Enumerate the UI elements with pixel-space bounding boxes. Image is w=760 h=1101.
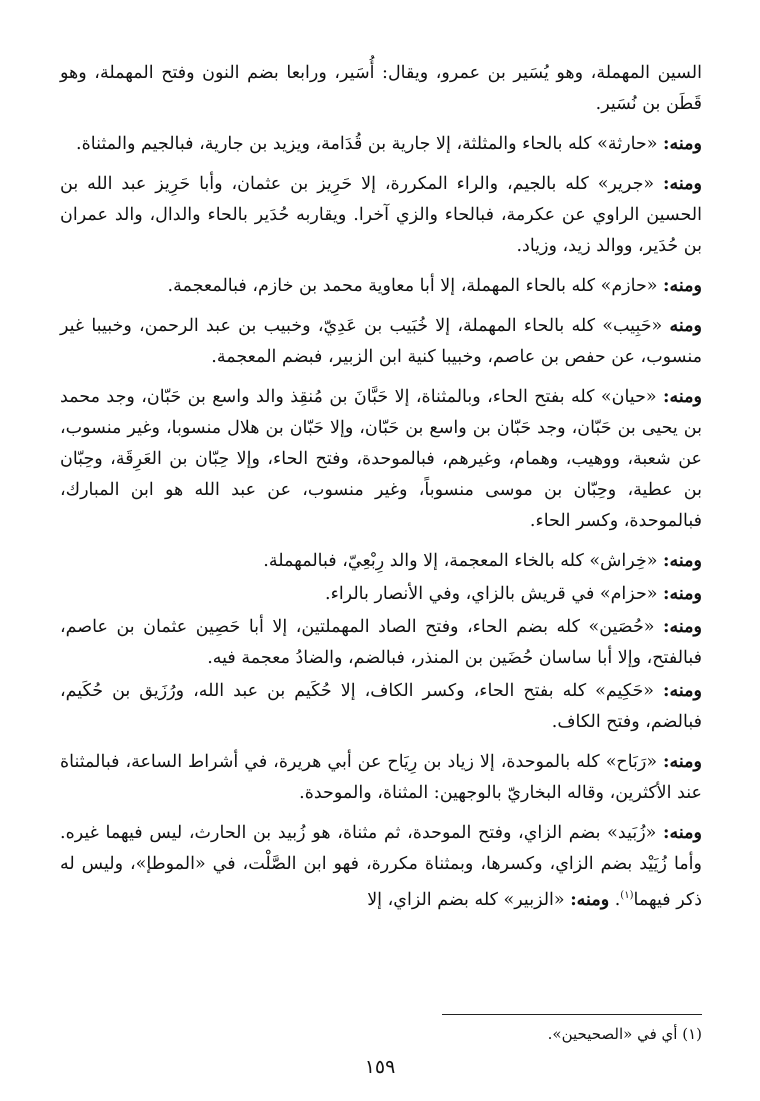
paragraph-6-text: «حيان» كله بفتح الحاء، وبالمثناة، إلا حَبَّانَ بن مُنقِذ والد واسع بن حَبّان، وجد محمد بن يحيى بن حَبّان، وجد حَبّان بن واسع بن حَبّان، وإلا حَبّان بن هلال منسوبا، وغير منسوب، عن شعبة، ووهيب، وهمام، وغيرهم، فبالموحدة، وفتح الحاء، وإلا حِبّان بن العَرِقَة، وحِبّان بن عطية، وحِبّان بن موسى منسوباً، وغير منسوب، عن عبد الله هو ابن المبارك، فبالموحدة، وكسر الحاء. (60, 387, 702, 531)
paragraph-12-text-2: «الزبير» كله بضم الزاي، إلا (367, 889, 565, 910)
paragraph-10-text: «حَكِيم» كله بفتح الحاء، وكسر الكاف، إلا حُكَيم بن عبد الله، ورُزَيق بن حُكَيم، فبالضم، وفتح الكاف. (60, 681, 702, 732)
paragraph-9-text: «حُصَين» كله بضم الحاء، وفتح الصاد المهملتين، إلا أبا حَصِين عثمان بن عاصم، فبالفتح، وإلا أبا ساسان حُضَين بن المنذر، فبالضم، والضادُ معجمة فيه. (60, 617, 702, 668)
paragraph-4-text: «حازم» كله بالحاء المهملة، إلا أبا معاوية محمد بن خازم، فبالمعجمة. (167, 276, 658, 296)
paragraph-4-lead: ومنه: (663, 276, 702, 296)
paragraph-8-text: «حزام» في قريش بالزاي، وفي الأنصار بالراء. (325, 584, 658, 604)
paragraph-6 (60, 382, 702, 537)
paragraph-9-lead: ومنه: (663, 617, 702, 637)
footnote: (١) أي في «الصحيحين». (547, 1025, 702, 1043)
paragraph-8-lead: ومنه: (663, 584, 702, 604)
paragraph-12-lead-2: ومنه: (570, 889, 610, 910)
paragraph-12: ومنه: «زُبَيد» بضم الزاي، وفتح الموحدة، ثم مثناة، هو زُبيد بن الحارث، ليس فيهما غيره. وأما زُيَيْد بضم الزاي، وكسرها، وبمثناة مكررة، فهو ابن الصَّلْت، في «الموطإ»، وليس له ذكر فيهما$^{(١)}$. ومنه: «الزبير» كله بضم الزاي، إلا (60, 823, 702, 910)
page-body (60, 58, 702, 925)
footnote-reference: (١) (620, 890, 634, 901)
paragraph-6-lead: ومنه: (663, 387, 702, 407)
paragraph-1 (60, 58, 702, 120)
paragraph-7-text: «خِراش» كله بالخاء المعجمة، إلا والد رِبْعِيّ، فبالمهملة. (263, 551, 658, 571)
paragraph-12-text: «زُبَيد» بضم الزاي، وفتح الموحدة، ثم مثناة، هو زُبيد بن الحارث، ليس فيهما غيره. وأما زُيَيْد بضم الزاي، وكسرها، وبمثناة مكررة، فهو ابن الصَّلْت، في «الموطإ»، وليس له ذكر فيهما (60, 823, 702, 910)
paragraph-10 (60, 676, 702, 738)
paragraph-11-lead: ومنه: (663, 752, 702, 772)
paragraph-2-text: «حارثة» كله بالحاء والمثلثة، إلا جارية بن قُدَامة، ويزيد بن جارية، فبالجيم والمثناة. (76, 134, 658, 154)
footnote-divider (442, 1014, 702, 1015)
paragraph-7 (60, 546, 702, 577)
paragraph-7-lead: ومنه: (663, 551, 702, 571)
page-number: ١٥٩ (364, 1056, 396, 1078)
paragraph-8 (60, 579, 702, 610)
paragraph-5 (60, 311, 702, 373)
paragraph-12-lead: ومنه: (663, 823, 702, 843)
paragraph-2 (60, 129, 702, 160)
paragraph-4 (60, 271, 702, 302)
paragraph-5-text: «حَبِيب» كله بالحاء المهملة، إلا خُبَيب بن عَدِيّ، وخبيب بن عبد الرحمن، وخبيبا غير منسوب، عن حفص بن عاصم، وخبيبا كنية ابن الزبير، فبضم المعجمة. (60, 316, 702, 367)
paragraph-11-text: «رَبَاح» كله بالموحدة، إلا زياد بن رِيَاح عن أبي هريرة، في أشراط الساعة، فبالمثناة عند الأكثرين، وقاله البخاريّ بالوجهين: المثناة، والموحدة. (60, 752, 702, 803)
paragraph-2-lead: ومنه: (663, 134, 702, 154)
paragraph-9 (60, 612, 702, 674)
paragraph-5-lead: ومنه (669, 316, 702, 336)
paragraph-3-lead: ومنه: (663, 174, 702, 194)
paragraph-11 (60, 747, 702, 809)
paragraph-10-lead: ومنه: (663, 681, 702, 701)
paragraph-3 (60, 169, 702, 262)
paragraph-3-text: «جرير» كله بالجيم، والراء المكررة، إلا حَرِيز بن عثمان، وأبا حَرِيز عبد الله بن الحسين الراوي عن عكرمة، فبالحاء والزي آخرا. ويقاربه حُدَير بالحاء والدال، والد عمران بن حُدَير، ووالد زيد، وزياد. (60, 174, 702, 256)
paragraph-1-text: السين المهملة، وهو يُسَير بن عمرو، ويقال: أُسَير، ورابعا بضم النون وفتح المهملة، وهو قَطَن بن نُسَير. (60, 63, 702, 114)
